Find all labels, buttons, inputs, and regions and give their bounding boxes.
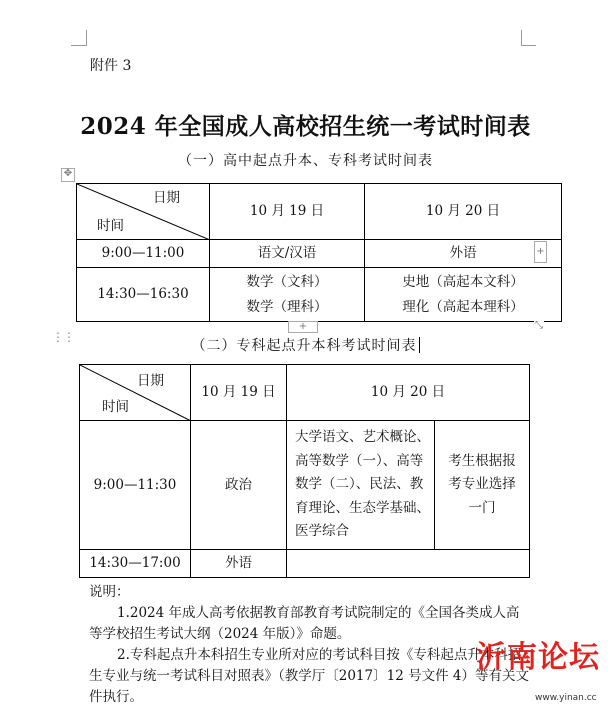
- table1-row1-day2: 外语: [365, 240, 562, 268]
- table2-day2-header: 10 月 20 日: [287, 365, 530, 421]
- table2-caption: [0, 330, 611, 355]
- table2-header-corner: [80, 365, 191, 421]
- table1-caption: （一）高中起点升本、专科考试时间表: [178, 153, 433, 169]
- subject-line: 数学（理科）: [246, 298, 328, 315]
- text-cursor: [419, 337, 420, 353]
- note-item: 2.专科起点升本科招生专业所对应的考试科目按《专科起点升本科招生专业与统一考试科目对照表》（教学厅〔2017〕12 号文件 4）等有关文件执行。: [89, 646, 529, 705]
- table1-row1-time: 9:00—11:00: [77, 240, 210, 268]
- crop-mark: [86, 30, 87, 46]
- header-date-label: 日期: [137, 373, 164, 389]
- table2-row2-time: 14:30—17:00: [80, 550, 191, 578]
- crop-mark: [521, 30, 522, 46]
- page-title: 2024 年全国成人高校招生统一考试时间表: [80, 113, 531, 140]
- table1-header-corner: [77, 184, 210, 240]
- table1-row2-time: 14:30—16:30: [77, 268, 210, 322]
- subject-line: 史地（高起本文科）: [402, 273, 524, 290]
- header-date-label: 日期: [153, 190, 180, 206]
- table2-row1-time: 9:00—11:30: [80, 421, 191, 550]
- table-resize-handle[interactable]: ⤡: [535, 320, 543, 331]
- subject-line: 理化（高起本理科）: [402, 298, 524, 315]
- diagonal-line: [80, 365, 191, 421]
- header-time-label: 时间: [102, 399, 129, 415]
- watermark-url: www.yinan.cc: [535, 693, 597, 703]
- notes-heading: 说明：: [89, 584, 130, 600]
- table2-day1-header: 10 月 19 日: [191, 365, 287, 421]
- table2-row1-day2-note: 考生根据报考专业选择一门: [435, 421, 530, 550]
- table2-row1-day2-subjects: 大学语文、艺术概论、高等数学（一）、高等数学（二）、民法、教育理论、生态学基础、医学综合: [287, 421, 435, 550]
- subject-line: 数学（文科）: [246, 273, 328, 290]
- drag-handle-icon[interactable]: ⋮⋮: [52, 330, 74, 344]
- table2: [79, 364, 530, 578]
- note-item: 1.2024 年成人高考依据教育部教育考试院制定的《全国各类成人高等学校招生考试大纲（2024 年版）》命题。: [89, 604, 520, 642]
- add-row-button[interactable]: +: [288, 321, 318, 333]
- watermark-logo: 沂南论坛: [476, 640, 600, 675]
- notes: [89, 582, 529, 708]
- add-column-button[interactable]: +: [534, 241, 547, 263]
- crop-mark: [71, 45, 86, 46]
- table1-row2-day1: [210, 268, 365, 322]
- table1-row1-day1: 语文/汉语: [210, 240, 365, 268]
- table2-row2-day2: [287, 550, 530, 578]
- table1-day1-header: 10 月 19 日: [210, 184, 365, 240]
- table2-row2-day1: 外语: [191, 550, 287, 578]
- attachment-label: 附件 3: [90, 58, 132, 74]
- table2-caption-text: （二）专科起点升本科考试时间表: [191, 338, 417, 354]
- table2-row1-day1: 政治: [191, 421, 287, 550]
- table1-day2-header: 10 月 20 日: [365, 184, 562, 240]
- table1-row2-day2: [365, 268, 562, 322]
- header-time-label: 时间: [97, 218, 124, 234]
- crop-mark: [521, 45, 536, 46]
- table1: [76, 183, 562, 322]
- table-move-handle[interactable]: ✥: [61, 168, 75, 182]
